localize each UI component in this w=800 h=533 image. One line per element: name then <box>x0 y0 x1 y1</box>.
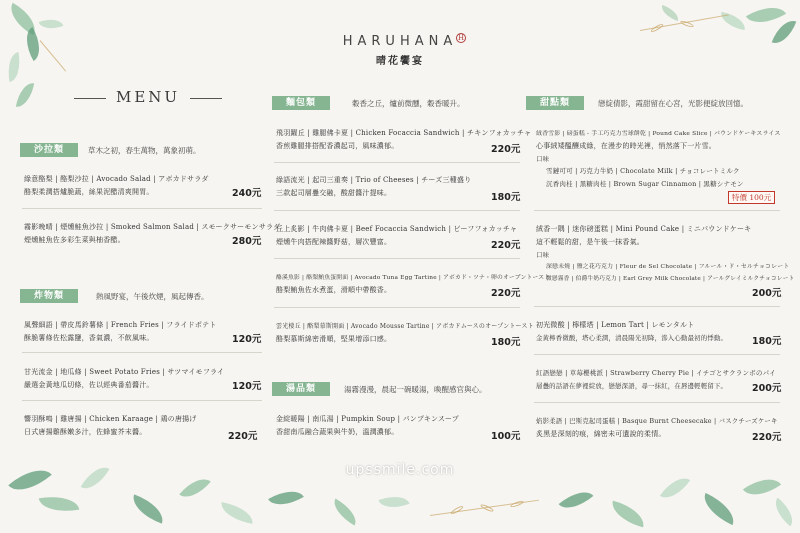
soup-item-1-price: 100元 <box>491 431 521 442</box>
dessert-item-2-desc: 這不輕鬆的甜，是午後一抹香氣。 <box>536 238 644 246</box>
divider <box>274 162 520 163</box>
category-dessert: 甜點類 <box>526 96 584 110</box>
bread-item-2-price: 180元 <box>491 192 521 203</box>
bread-item-3-title: 丘上炙影 | 牛肉佛卡夏 | Beef Focaccia Sandwich | ビーフフォカッチャ <box>276 225 518 233</box>
dessert-item-2-flavor-1: 深戀未燒 | 鹽之花巧克力 | Fleur de Sel Chocolate | フルール・ド・セルチョコレート <box>546 264 790 270</box>
salad-item-1-price: 240元 <box>232 188 262 199</box>
menu-title-text: MENU <box>116 88 181 106</box>
salad-item-2-desc: 煙燻鮭魚佐多彩生菜與柚香醋。 <box>24 236 125 244</box>
category-fried: 炸物類 <box>20 289 78 303</box>
bread-item-2-desc: 三款起司層疊交融，酸甜醬汁提味。 <box>276 189 392 197</box>
bread-item-4-price: 220元 <box>491 288 521 299</box>
menu-title <box>64 88 232 106</box>
brand-name-cn: 晴花饗宴 <box>376 56 424 67</box>
fried-item-2-title: 甘光流金 | 地瓜條 | Sweet Potato Fries | サツマイモフライ <box>24 368 225 376</box>
bread-item-1-price: 220元 <box>491 144 521 155</box>
dessert-item-3-price: 180元 <box>752 336 782 347</box>
salad-item-2-price: 280元 <box>232 236 262 247</box>
fried-item-3-desc: 日式唐揚雞酥嫩多汁，佐蜂蜜芥末醬。 <box>24 428 147 436</box>
dessert-item-1-flavor-2: 沉香肉桂 | 黑糖肉桂 | Brown Sugar Cinnamon | 黒糖シナモン <box>546 180 744 188</box>
divider <box>274 210 520 211</box>
fried-item-3-title: 響羽酥鳴 | 雞唐揚 | Chicken Karaage | 鶏の唐揚げ <box>24 415 197 423</box>
soup-item-1-desc: 香甜南瓜融合蔬果與牛奶，溫潤濃郁。 <box>276 428 399 436</box>
dessert-item-2-flavor-label: 口味 <box>536 251 549 259</box>
divider <box>274 307 520 308</box>
category-dessert-desc: 戀綻倩影，霞甜留在心宮，光影便綻放回憶。 <box>598 99 748 108</box>
category-soup: 湯品類 <box>272 382 330 396</box>
fried-item-1-desc: 酥脆薯條佐松露鹽，香氣濃，不飲風味。 <box>24 334 154 342</box>
divider <box>534 306 780 307</box>
bread-item-5-desc: 酪梨慕斯綿密滑順，堅果增添口感。 <box>276 335 392 343</box>
fried-item-1-price: 120元 <box>232 334 262 345</box>
dessert-item-5-title: 焰影柔語 | 巴斯克起司蛋糕 | Basque Burnt Cheesecake | バスクチーズケーキ <box>536 417 778 425</box>
bread-item-4-title: 酪溪魚影 | 酪梨鮪魚蛋開面 | Avocado Tuna Egg Tartine | アボカド・ツナ・卵のオープントースト <box>276 275 551 281</box>
category-bread-desc: 穀香之丘，爐前微醺，穀香暖升。 <box>352 99 465 108</box>
category-salad-desc: 草木之初，春生萬物，萬象初萌。 <box>88 146 201 155</box>
bread-item-1-desc: 香煎雞腿排搭配香濃起司，風味濃郁。 <box>276 142 399 150</box>
title-dash-right <box>190 98 222 99</box>
category-salad: 沙拉類 <box>20 143 78 157</box>
dessert-item-2-title: 絨香一隅 | 迷你磅蛋糕 | Mini Pound Cake | ミニパウンドケーキ <box>536 225 752 233</box>
bread-item-3-desc: 煙燻牛肉搭配辣醬野菇，層次豐富。 <box>276 238 392 246</box>
soup-item-1-title: 金綻暖陽 | 南瓜湯 | Pumpkin Soup | パンプキンスープ <box>276 415 459 423</box>
dessert-item-1-title: 絨香雪影 | 磅蛋糕 - 手工巧克力雪球餅乾 | Pound Cake Slice | パウンドケーキスライス <box>536 131 781 137</box>
divider <box>22 352 262 353</box>
bread-item-3-price: 220元 <box>491 240 521 251</box>
salad-item-1-desc: 酪梨柔潤搭爐脆蔬，絲果泥醋清爽開胃。 <box>24 188 154 196</box>
fried-item-2-desc: 嚴選金黃地瓜切條，佐以經典番茄醬汁。 <box>24 381 154 389</box>
dessert-item-1-flavor-label: 口味 <box>536 155 549 163</box>
dessert-item-4-title: 紅語戀戀 | 草莓櫻桃派 | Strawberry Cherry Pie | イチゴとサクランボのパイ <box>536 369 776 377</box>
category-fried-desc: 熱風野宴，午後炊煙，風起傳香。 <box>96 292 209 301</box>
watermark: upssmile.com <box>345 462 455 478</box>
brand-name: HARUHANA <box>342 34 458 49</box>
category-soup-desc: 湯霧漫漫，晨起一碗暖湯，喚醒感官與心。 <box>344 385 487 394</box>
dessert-item-2-flavor-2: 微戀霧香 | 伯爵牛奶巧克力 | Earl Grey Milk Chocolate | アールグレイミルクチョコレート <box>546 276 795 282</box>
bread-item-4-desc: 酪梨鮪魚佐水煮蛋，滑順中帶酸香。 <box>276 286 392 294</box>
fried-item-2-price: 120元 <box>232 381 262 392</box>
dessert-item-4-price: 200元 <box>752 383 782 394</box>
divider <box>274 258 520 259</box>
dessert-item-3-title: 初光微酸 | 檸檬塔 | Lemon Tart | レモンタルト <box>536 321 695 329</box>
divider <box>22 400 262 401</box>
dessert-item-2-price: 200元 <box>752 288 782 299</box>
dessert-item-5-desc: 炙黑是深刻的痕，綿密未可遺說的柔情。 <box>536 430 666 438</box>
divider <box>22 208 262 209</box>
fried-item-1-title: 風聲細語 | 帶皮馬鈴薯條 | French Fries | フライドポテト <box>24 321 217 329</box>
salad-item-1-title: 綠意酪梨 | 酪梨沙拉 | Avocado Salad | アボカドサラダ <box>24 175 209 183</box>
divider <box>534 210 780 211</box>
fried-item-3-price: 220元 <box>228 431 258 442</box>
brand-logo-icon: H <box>457 34 465 42</box>
dessert-item-1-desc: 心事絨矮醞釀成綠，在漫步的時光裡，悄然落下一片雪。 <box>536 142 716 150</box>
divider <box>534 402 780 403</box>
salad-item-2-title: 霧影晚晴 | 煙燻鮭魚沙拉 | Smoked Salmon Salad | スモークサーモンサラダ <box>24 223 281 231</box>
title-dash-left <box>74 98 106 99</box>
dessert-item-3-desc: 金黃檸香微酸，塔心柔潤，清晨陽光初降，滲入心動最初的悸動。 <box>536 334 728 342</box>
dessert-item-4-desc: 層疊的話語在夢裡綻放，戀戀深語，尋一抹紅，在唇邊輕輕留下。 <box>536 382 728 390</box>
bread-item-1-title: 飛羽躍丘 | 雞腿佛卡夏 | Chicken Focaccia Sandwich | チキンフォカッチャ <box>276 129 532 137</box>
dessert-item-1-flavor-1: 雪鏈可可 | 巧克力牛奶 | Chocolate Milk | チョコレートミルク <box>546 167 740 175</box>
divider <box>534 354 780 355</box>
dessert-item-5-price: 220元 <box>752 432 782 443</box>
bread-item-5-price: 180元 <box>491 337 521 348</box>
bread-item-2-title: 綠語流光 | 起司三重奏 | Trio of Cheeses | チーズ三種盛り <box>276 176 472 184</box>
bread-item-5-title: 雲光棲丘 | 酪梨慕斯開面 | Avocado Mousse Tartine | アボカドムースのオープントースト <box>276 323 534 330</box>
dessert-item-1-special-price: 特價 100元 <box>728 191 775 204</box>
category-bread: 麵包類 <box>272 96 330 110</box>
